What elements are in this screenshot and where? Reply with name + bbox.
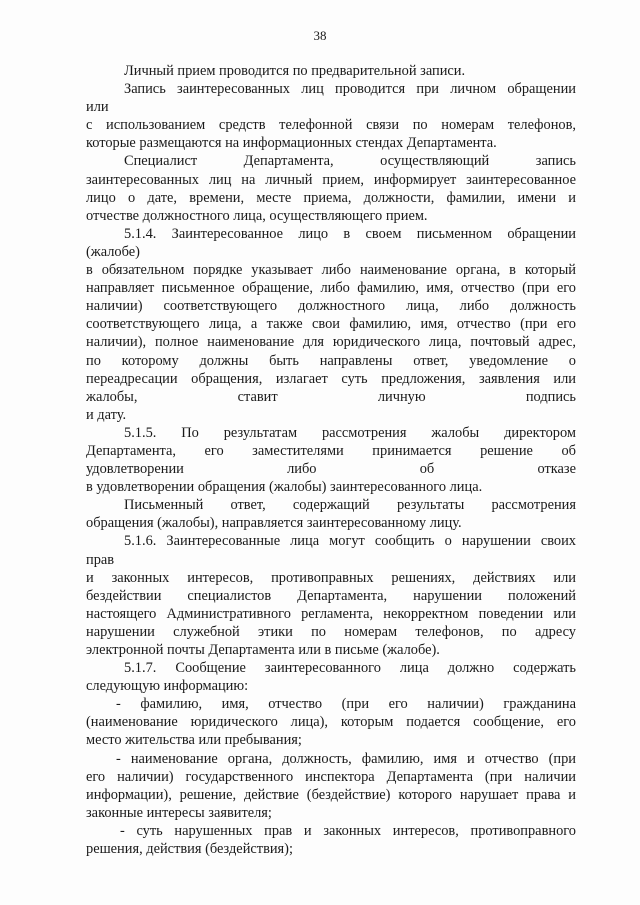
- text-line: заинтересованных лиц на личный прием, информирует заинтересованное: [86, 171, 576, 188]
- text-line: прав: [86, 551, 115, 568]
- text-line: 5.1.4. Заинтересованное лицо в своем письменном обращении: [124, 225, 576, 242]
- text-line: в обязательном порядке указывает либо наименование органа, в который: [86, 262, 576, 279]
- page-number: 38: [313, 28, 327, 43]
- text-line: информации), решение, действие (бездействие) которого нарушает права и: [86, 786, 576, 803]
- text-line: и законных интересов, противоправных решениях, действиях или: [86, 569, 576, 586]
- text-line: электронной почты Департамента или в письме (жалобе).: [86, 642, 440, 658]
- text-line: направляет письменное обращение, либо фамилию, имя, отчество (при его: [86, 280, 576, 297]
- text-line: решения, действия (бездействия);: [86, 841, 293, 858]
- text-line: бездействии специалистов Департамента, нарушении положений: [86, 587, 576, 604]
- text-line: наличии) соответствующего должностного лица, либо должность: [86, 298, 576, 315]
- text-line: отчестве должностного лица, осуществляющего прием.: [86, 207, 428, 224]
- text-line: в удовлетворении обращения (жалобы) заинтересованного лица.: [86, 479, 483, 496]
- text-line: - фамилию, имя, отчество (при его наличии) гражданина: [116, 696, 576, 713]
- text-line: нарушении служебной этики по номерам телефонов, по адресу: [86, 623, 576, 640]
- text-line: с использованием средств телефонной связи по номерам телефонов,: [86, 117, 576, 134]
- text-line: Специалист Департамента, осуществляющий запись: [124, 153, 576, 170]
- text-line: и дату.: [86, 406, 127, 423]
- text-line: его наличии) государственного инспектора Департамента (при наличии: [86, 768, 576, 785]
- text-line: Личный прием проводится по предварительной записи.: [124, 63, 466, 79]
- text-line: Запись заинтересованных лиц проводится при личном обращении: [124, 81, 576, 98]
- text-line: обращения (жалобы), направляется заинтересованному лицу.: [86, 515, 462, 532]
- text-line: следующую информацию:: [86, 678, 249, 695]
- text-line: 5.1.6. Заинтересованные лица могут сообщить о нарушении своих: [124, 533, 576, 550]
- text-line: переадресации обращения, излагает суть предложения, заявления или: [86, 370, 576, 387]
- text-line: место жительства или пребывания;: [86, 732, 302, 749]
- text-line: 5.1.7. Сообщение заинтересованного лица должно содержать: [124, 660, 576, 677]
- text-line: которые размещаются на информационных стендах Департамента.: [86, 135, 497, 152]
- text-line: по которому должны быть направлены ответ, уведомление о: [86, 352, 576, 369]
- text-line: удовлетворении либо об отказе: [86, 461, 576, 478]
- text-line: соответствующего лица, а также свои фамилию, имя, отчество (при его: [86, 316, 576, 333]
- text-line: настоящего Административного регламента, некорректном поведении или: [86, 605, 576, 622]
- text-line: - наименование органа, должность, фамилию, имя и отчество (при: [116, 750, 576, 767]
- text-line: (наименование юридического лица), которым подается сообщение, его: [86, 714, 576, 731]
- text-line: - суть нарушенных прав и законных интересов, противоправного: [120, 822, 576, 839]
- text-line: жалобы, ставит личную подпись: [86, 388, 576, 405]
- text-line: (жалобе): [86, 243, 140, 260]
- text-line: 5.1.5. По результатам рассмотрения жалобы директором: [124, 424, 576, 441]
- text-line: лицо о дате, времени, месте приема, должности, фамилии, имени и: [86, 189, 576, 206]
- text-line: законные интересы заявителя;: [86, 804, 272, 821]
- document-body: [86, 62, 576, 858]
- text-line: наличии), полное наименование для юридического лица, почтовый адрес,: [86, 334, 576, 351]
- text-line: Письменный ответ, содержащий результаты рассмотрения: [124, 497, 576, 514]
- text-line: Департамента, его заместителями принимается решение об: [86, 442, 576, 459]
- text-line: или: [86, 99, 109, 116]
